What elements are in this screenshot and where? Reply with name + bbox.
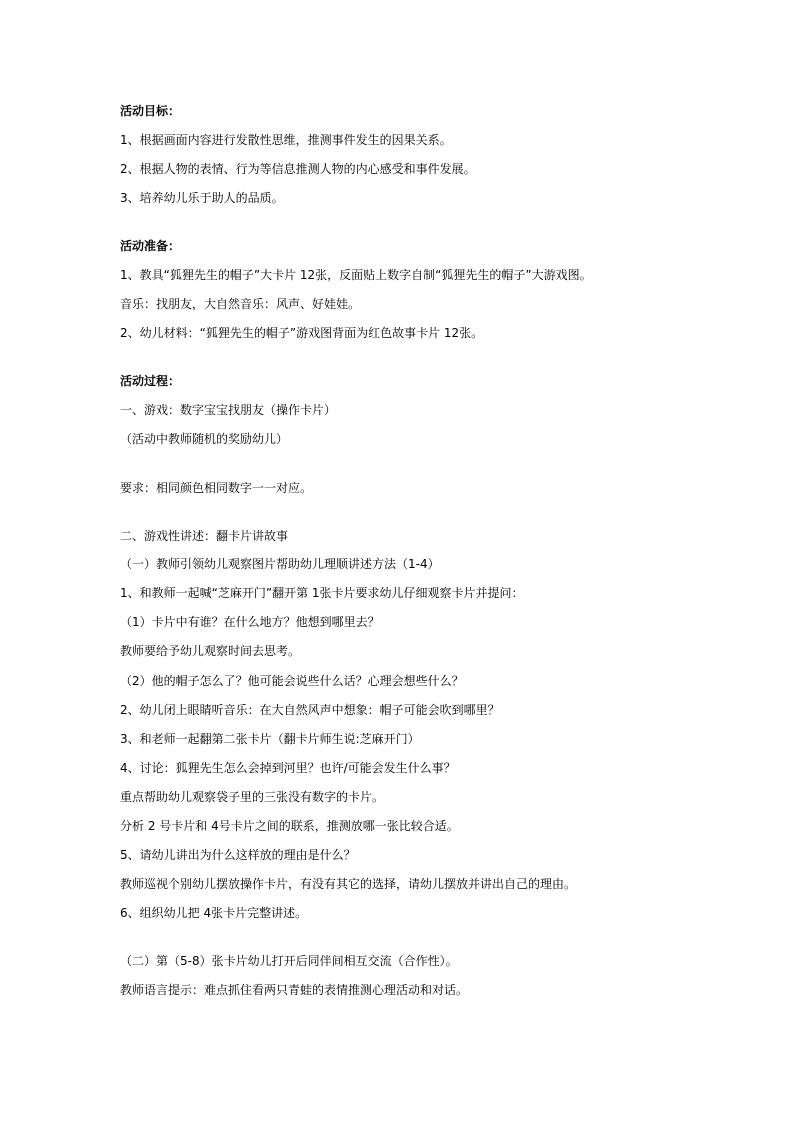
- process-line: 要求：相同颜色相同数字一一对应。: [120, 481, 313, 495]
- process-line: （二）第（5-8）张卡片幼儿打开后同伴间相互交流（合作性）。: [120, 954, 458, 968]
- process-line: 教师巡视个别幼儿摆放操作卡片，有没有其它的选择，请幼儿摆放并讲出自己的理由。: [120, 877, 577, 891]
- goal-item-3: 3、培养幼儿乐于助人的品质。: [120, 191, 284, 205]
- preparation-music: 音乐：找朋友，大自然音乐：风声、好娃娃。: [120, 297, 361, 311]
- process-line: 2、幼儿闭上眼睛听音乐：在大自然风声中想象：帽子可能会吹到哪里？: [120, 703, 500, 717]
- process-line: 分析 2 号卡片和 4号卡片之间的联系，推测放哪一张比较合适。: [120, 819, 459, 833]
- process-line: 二、游戏性讲述：翻卡片讲故事: [120, 529, 289, 543]
- goal-item-2: 2、根据人物的表情、行为等信息推测人物的内心感受和事件发展。: [120, 162, 476, 176]
- process-line: （1）卡片中有谁？在什么地方？他想到哪里去？: [120, 615, 380, 629]
- section-heading-goals: 活动目标：: [120, 104, 181, 118]
- preparation-item-1: 1、教具“狐狸先生的帽子”大卡片 12张，反面贴上数字自制“狐狸先生的帽子”大游戏图。: [120, 268, 592, 282]
- process-line: 3、和老师一起翻第二张卡片（翻卡片师生说:芝麻开门）: [120, 732, 420, 746]
- section-heading-preparation: 活动准备：: [120, 239, 181, 253]
- process-line: 5、请幼儿讲出为什么这样放的理由是什么？: [120, 848, 356, 862]
- process-line: 教师语言提示：难点抓住看两只青蛙的表情推测心理活动和对话。: [120, 983, 469, 997]
- section-heading-process: 活动过程：: [120, 374, 181, 388]
- process-line: （一）教师引领幼儿观察图片帮助幼儿理顺讲述方法（1-4）: [120, 557, 440, 571]
- preparation-item-2: 2、幼儿材料：“狐狸先生的帽子”游戏图背面为红色故事卡片 12张。: [120, 326, 484, 340]
- process-line: 一、游戏：数字宝宝找朋友（操作卡片）: [120, 403, 337, 417]
- goal-item-1: 1、根据画面内容进行发散性思维，推测事件发生的因果关系。: [120, 133, 452, 147]
- process-line: 6、组织幼儿把 4张卡片完整讲述。: [120, 906, 308, 920]
- process-line: 4、讨论：狐狸先生怎么会掉到河里？也许/可能会发生什么事？: [120, 761, 456, 775]
- process-line: （活动中教师随机的奖励幼儿）: [120, 432, 289, 446]
- process-line: （2）他的帽子怎么了？他可能会说些什么话？心理会想些什么？: [120, 674, 464, 688]
- process-line: 重点帮助幼儿观察袋子里的三张没有数字的卡片。: [120, 790, 385, 804]
- process-line: 教师要给予幼儿观察时间去思考。: [120, 644, 301, 658]
- process-line: 1、和教师一起喊“芝麻开门”翻开第 1张卡片要求幼儿仔细观察卡片并提问：: [120, 586, 524, 600]
